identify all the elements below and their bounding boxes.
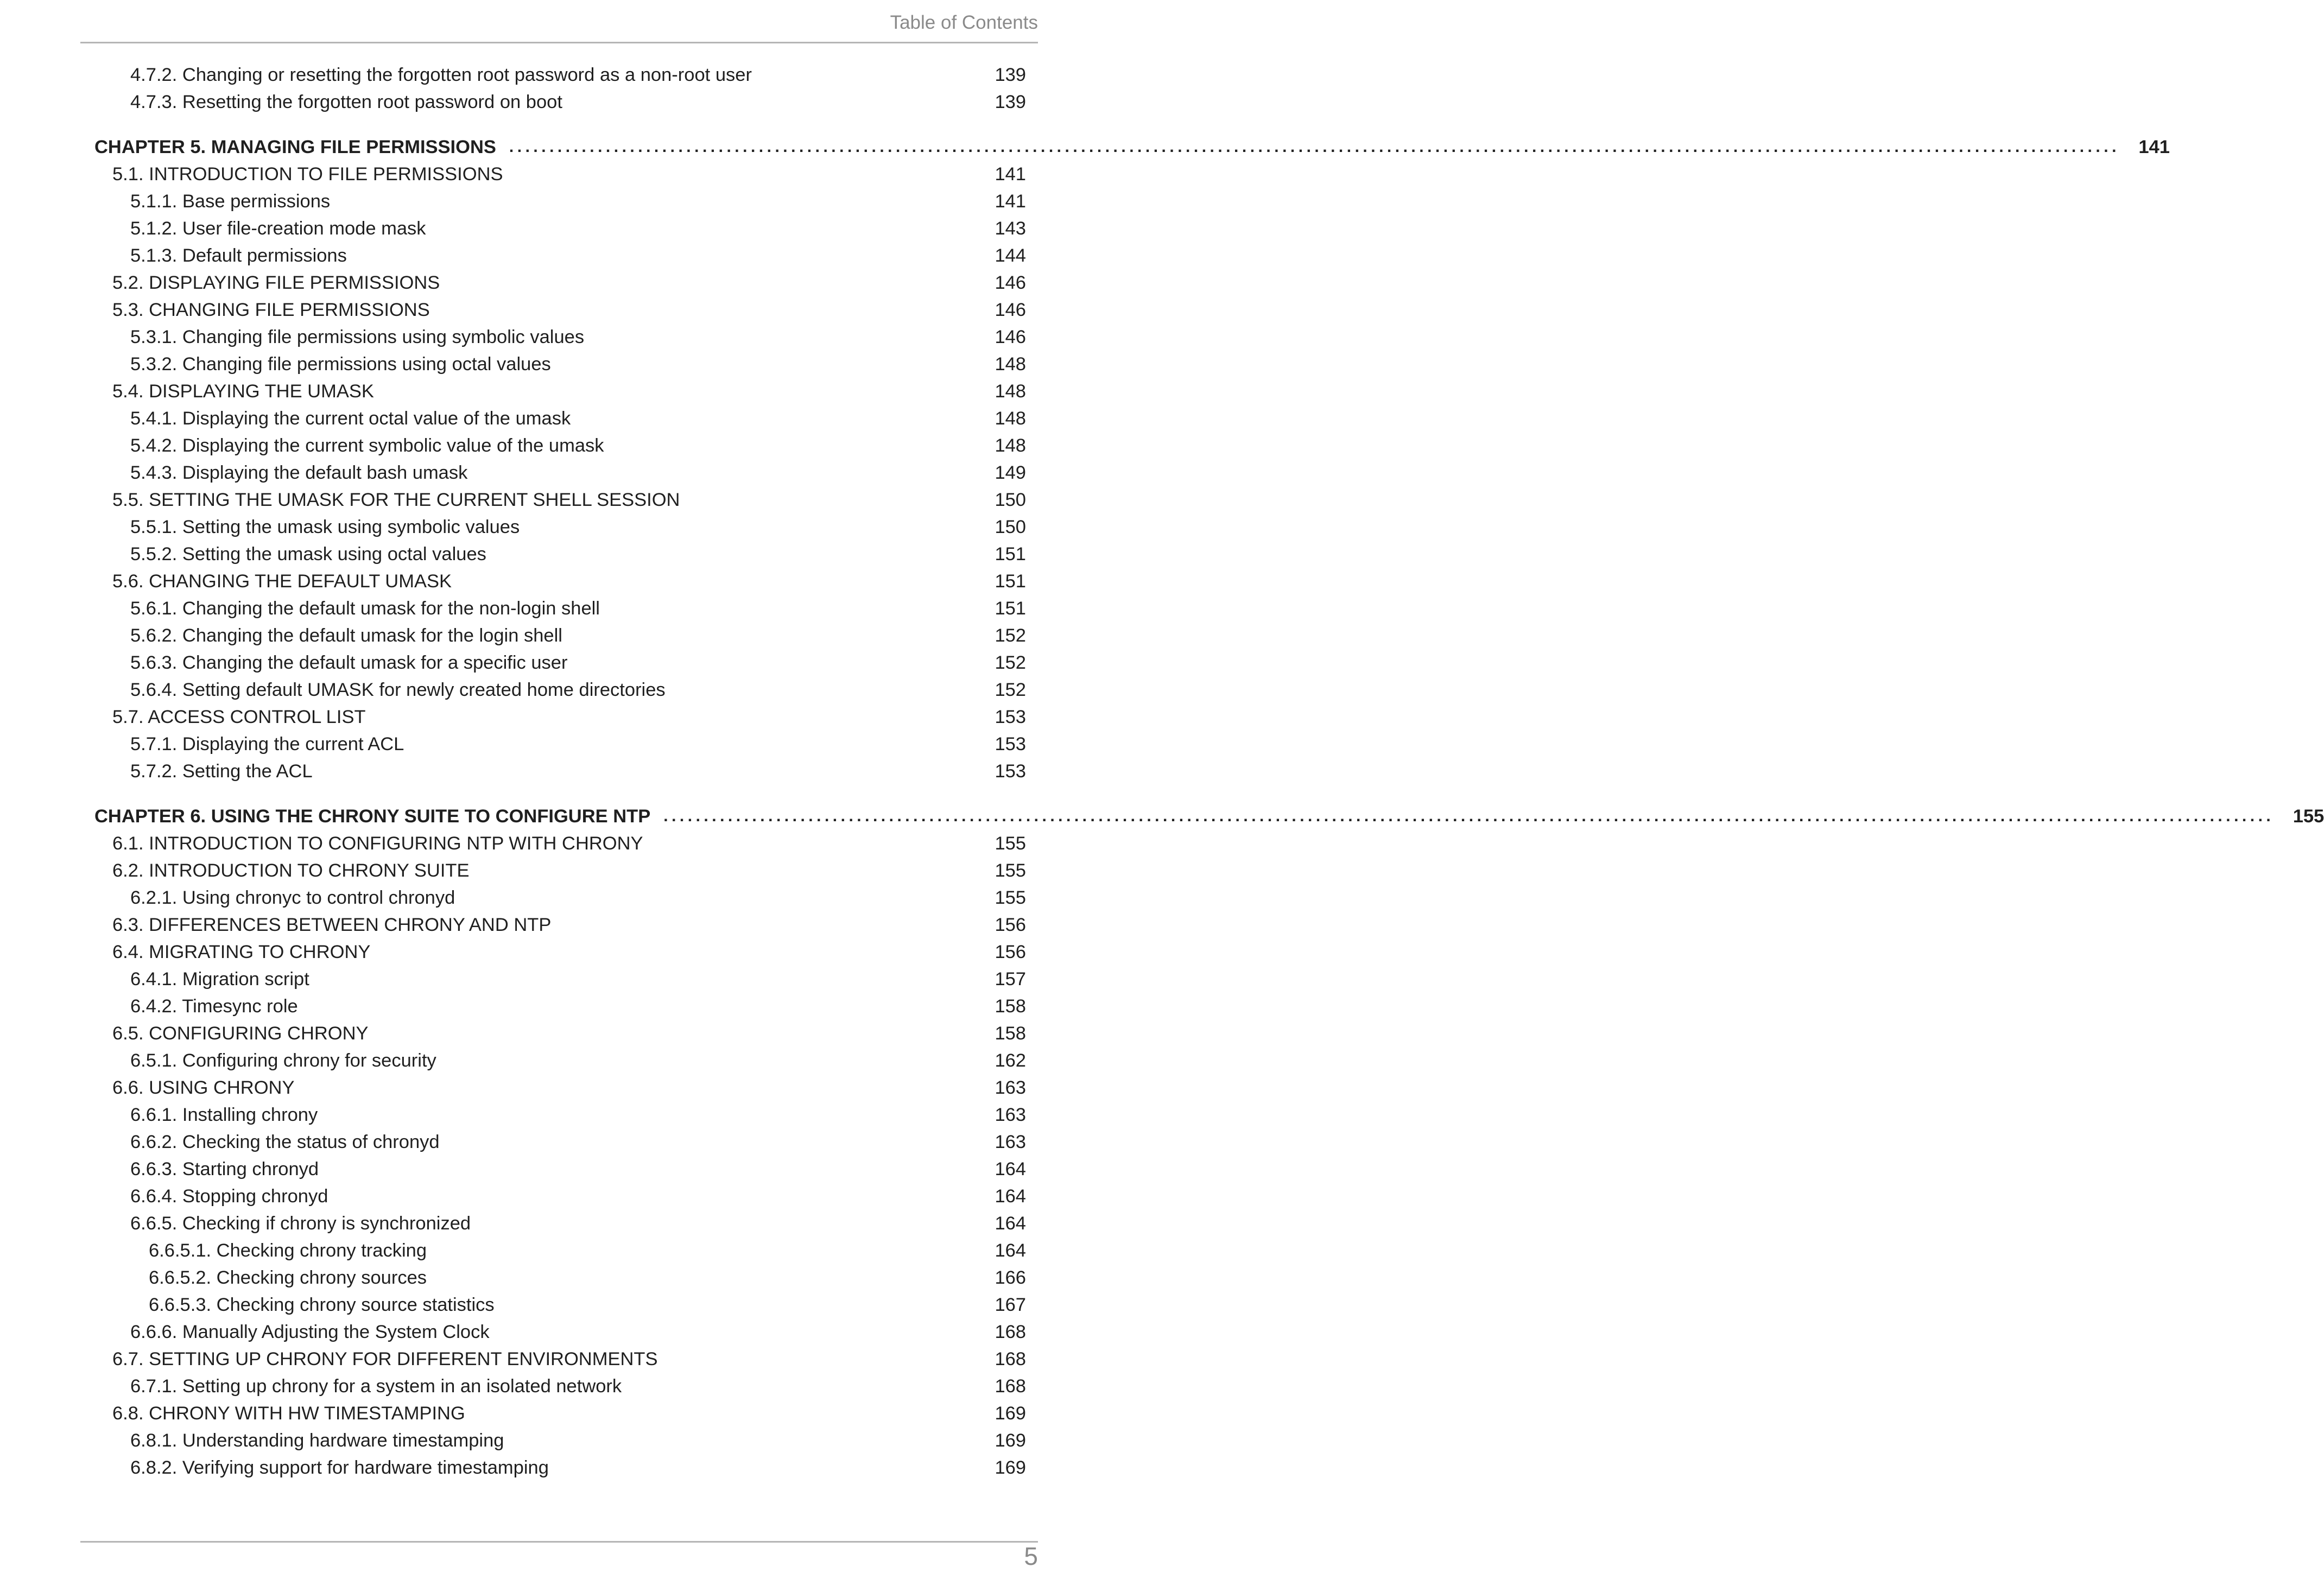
toc-entry-title: 6.3. DIFFERENCES BETWEEN CHRONY AND NTP (112, 914, 552, 935)
toc-dot-leader (307, 997, 985, 1016)
toc-entry-title: 5.6. CHANGING THE DEFAULT UMASK (112, 570, 452, 592)
toc-entry-title: 5.1.2. User file-creation mode mask (130, 218, 426, 239)
toc-entry[interactable] (112, 1074, 1026, 1101)
toc-entry-page: 166 (995, 1267, 1026, 1288)
toc-entry-title: 6.2. INTRODUCTION TO CHRONY SUITE (112, 860, 470, 881)
toc-entry-page: 155 (995, 833, 1026, 854)
toc-entry-title: 6.6.4. Stopping chronyd (130, 1185, 328, 1207)
toc-entry[interactable] (112, 938, 1026, 966)
toc-entry[interactable] (130, 1101, 1026, 1128)
toc-entry-title: 6.6.5.2. Checking chrony sources (149, 1267, 427, 1288)
toc-dot-leader (476, 464, 985, 482)
toc-entry-title: 6.2.1. Using chronyc to control chronyd (130, 887, 455, 908)
toc-entry-title: 5.7.1. Displaying the current ACL (130, 733, 404, 754)
toc-entry[interactable] (130, 966, 1026, 993)
toc-entry[interactable] (130, 188, 1026, 215)
toc-entry[interactable] (130, 432, 1026, 459)
toc-entry-title: 5.4.1. Displaying the current octal value of the umask (130, 408, 571, 429)
toc-dot-leader (435, 219, 985, 238)
toc-entry[interactable] (130, 731, 1026, 758)
toc-dot-leader (435, 1241, 985, 1260)
toc-entry[interactable] (130, 758, 1026, 785)
toc-dot-leader (413, 735, 985, 753)
toc-entry-page: 155 (995, 887, 1026, 908)
toc-entry-title: 6.8. CHRONY WITH HW TIMESTAMPING (112, 1403, 465, 1424)
toc-entry[interactable] (130, 1210, 1026, 1237)
toc-entry-page: 158 (995, 1023, 1026, 1044)
toc-entry-title: 6.4.2. Timesync role (130, 995, 298, 1017)
toc-dot-leader (337, 1187, 985, 1206)
toc-entry-title: 6.1. INTRODUCTION TO CONFIGURING NTP WITH CHRONY (112, 833, 643, 854)
toc-dot-leader (579, 409, 985, 428)
toc-dot-leader (383, 382, 985, 401)
toc-entry-title: 6.6.5.1. Checking chrony tracking (149, 1240, 427, 1261)
toc-entry-title: 4.7.2. Changing or resetting the forgotten root password as a non-root user (130, 64, 752, 85)
toc-dot-leader (326, 1106, 985, 1124)
toc-dot-leader (479, 1214, 985, 1233)
toc-entry-page: 152 (995, 625, 1026, 646)
toc-dot-leader (377, 1024, 985, 1043)
toc-entry-page: 163 (995, 1104, 1026, 1125)
toc-entry-page: 155 (995, 860, 1026, 881)
toc-entry-page: 164 (995, 1185, 1026, 1207)
toc-entry-page: 168 (995, 1375, 1026, 1397)
toc-entry-title: 6.8.2. Verifying support for hardware timestamping (130, 1457, 549, 1478)
toc-entry[interactable] (130, 1156, 1026, 1183)
toc-dot-leader (439, 301, 985, 319)
toc-entry-page: 141 (995, 163, 1026, 185)
toc-entry[interactable] (130, 61, 1026, 88)
toc-dot-leader (445, 1051, 985, 1070)
toc-dot-leader (498, 1323, 985, 1341)
running-header-title: Table of Contents (890, 12, 1038, 33)
toc-dot-leader (609, 599, 985, 618)
toc-dot-leader (339, 192, 985, 211)
toc-entry-title: 5.6.3. Changing the default umask for a specific user (130, 652, 568, 673)
toc-dot-leader (560, 355, 985, 373)
toc-dot-leader (688, 491, 985, 509)
toc-entry[interactable] (130, 993, 1026, 1020)
toc-entry[interactable] (130, 242, 1026, 269)
toc-entry-page: 144 (995, 245, 1026, 266)
toc-entry-page: 148 (995, 435, 1026, 456)
toc-entry-page: 151 (995, 598, 1026, 619)
toc-entry[interactable] (112, 1400, 1026, 1427)
toc-dot-leader (474, 1404, 985, 1423)
toc-dot-leader (435, 1268, 985, 1287)
toc-entry-title: 6.6.2. Checking the status of chronyd (130, 1131, 440, 1152)
toc-entry[interactable] (130, 324, 1026, 351)
toc-entry[interactable] (112, 703, 1026, 731)
toc-entry-page: 143 (995, 218, 1026, 239)
toc-dot-leader (593, 328, 985, 346)
toc-entry-title: 5.7. ACCESS CONTROL LIST (112, 706, 366, 727)
toc-entry-page: 141 (2138, 136, 2170, 157)
toc-entry-page: 169 (995, 1430, 1026, 1451)
toc-dot-leader (478, 861, 985, 880)
toc-entry[interactable] (112, 486, 1026, 513)
toc-entry-title: 5.4. DISPLAYING THE UMASK (112, 380, 374, 402)
toc-entry-title: 6.6. USING CHRONY (112, 1077, 295, 1098)
toc-dot-leader: ........................................................................................................................................................................................................ (509, 138, 2120, 156)
toc-entry[interactable] (130, 351, 1026, 378)
toc-entry[interactable] (130, 541, 1026, 568)
toc-entry[interactable] (112, 161, 1026, 188)
toc-dot-leader (674, 681, 985, 699)
toc-entry-page: 146 (995, 272, 1026, 293)
toc-entry-title: 5.1.1. Base permissions (130, 191, 331, 212)
toc-entry-title: 6.6.3. Starting chronyd (130, 1158, 319, 1179)
toc-entry[interactable] (149, 1237, 1026, 1264)
toc-entry-page: 148 (995, 408, 1026, 429)
toc-entry-title: 6.6.6. Manually Adjusting the System Clock (130, 1321, 490, 1342)
toc-entry-page: 163 (995, 1131, 1026, 1152)
toc-dot-leader (460, 572, 985, 591)
toc-entry-title: 5.7.2. Setting the ACL (130, 760, 313, 782)
toc-dot-leader (448, 274, 985, 292)
toc-dot-leader (571, 93, 985, 111)
toc-dot-leader (560, 916, 985, 934)
toc-entry-title: 5.1. INTRODUCTION TO FILE PERMISSIONS (112, 163, 503, 185)
toc-dot-leader (613, 436, 985, 455)
toc-dot-leader (512, 1431, 985, 1450)
toc-dot-leader (321, 762, 985, 781)
toc-entry-page: 155 (2293, 805, 2324, 827)
toc-entry[interactable] (130, 884, 1026, 911)
toc-entry[interactable] (130, 215, 1026, 242)
toc-entry-page: 164 (995, 1158, 1026, 1179)
toc-dot-leader (375, 708, 985, 726)
toc-entry-page: 151 (995, 543, 1026, 564)
toc-entry[interactable] (112, 296, 1026, 324)
toc-entry[interactable] (130, 405, 1026, 432)
toc-dot-leader (495, 545, 985, 563)
toc-dot-leader (303, 1079, 985, 1097)
toc-entry[interactable] (130, 622, 1026, 649)
toc-entry-page: 158 (995, 995, 1026, 1017)
toc-entry-title: 6.7. SETTING UP CHRONY FOR DIFFERENT ENVIRONMENTS (112, 1348, 658, 1369)
toc-entry-page: 157 (995, 968, 1026, 990)
toc-entry-title: 5.2. DISPLAYING FILE PERMISSIONS (112, 272, 440, 293)
toc-entry-title: 5.5. SETTING THE UMASK FOR THE CURRENT SHELL SESSION (112, 489, 680, 510)
toc-entry-page: 149 (995, 462, 1026, 483)
toc-entry-title: 6.6.1. Installing chrony (130, 1104, 318, 1125)
toc-entry[interactable] (112, 269, 1026, 296)
toc-entry-page: 156 (995, 914, 1026, 935)
toc-entry-page: 168 (995, 1321, 1026, 1342)
toc-entry-title: 5.6.4. Setting default UMASK for newly created home directories (130, 679, 666, 700)
page-number: 5 (1024, 1542, 1038, 1570)
toc-entry-page: 152 (995, 652, 1026, 673)
toc-dot-leader (464, 889, 985, 907)
toc-entry-title: 6.6.5.3. Checking chrony source statistics (149, 1294, 495, 1315)
toc-entry-page: 169 (995, 1457, 1026, 1478)
toc-dot-leader (356, 246, 985, 265)
toc-entry-page: 153 (995, 760, 1026, 782)
toc-entry-page: 156 (995, 941, 1026, 962)
toc-entry-title: 5.6.2. Changing the default umask for the login shell (130, 625, 562, 646)
toc-entry-title: 5.3. CHANGING FILE PERMISSIONS (112, 299, 430, 320)
toc-entry-title: 5.4.2. Displaying the current symbolic value of the umask (130, 435, 604, 456)
toc-entry[interactable] (130, 1427, 1026, 1454)
toc-entry[interactable] (130, 595, 1026, 622)
toc-entry[interactable] (130, 459, 1026, 486)
toc-entry[interactable] (130, 513, 1026, 541)
toc-entry[interactable] (112, 568, 1026, 595)
toc-entry-title: 5.5.1. Setting the umask using symbolic values (130, 516, 520, 537)
toc-entry-title: 5.6.1. Changing the default umask for the non-login shell (130, 598, 600, 619)
toc-entry-page: 148 (995, 380, 1026, 402)
toc-entry-title: 5.3.2. Changing file permissions using octal values (130, 353, 551, 375)
toc-dot-leader (761, 66, 985, 84)
toc-dot-leader (558, 1458, 985, 1477)
toc-entry-title: 6.5.1. Configuring chrony for security (130, 1050, 436, 1071)
toc-entry-page: 153 (995, 733, 1026, 754)
toc-entry-title: 6.6.5. Checking if chrony is synchronized (130, 1213, 471, 1234)
toc-entry-title: 6.8.1. Understanding hardware timestamping (130, 1430, 504, 1451)
toc-dot-leader (652, 834, 985, 853)
toc-entry[interactable] (130, 1373, 1026, 1400)
toc-dot-leader (630, 1377, 985, 1396)
toc-dot-leader (327, 1160, 985, 1178)
toc-entry[interactable] (130, 1128, 1026, 1156)
toc-dot-leader (379, 943, 985, 961)
toc-dot-leader (503, 1296, 985, 1314)
toc-entry[interactable] (130, 1318, 1026, 1346)
toc-entry[interactable] (149, 1264, 1026, 1291)
toc-entry[interactable] (130, 676, 1026, 703)
toc-entry-title: 6.7.1. Setting up chrony for a system in an isolated network (130, 1375, 622, 1397)
toc-dot-leader: ........................................................................................................................................................................................................ (663, 807, 2275, 825)
toc-entry-title: CHAPTER 5. MANAGING FILE PERMISSIONS (94, 136, 496, 157)
footer-divider (80, 1541, 1038, 1543)
toc-entry-title: CHAPTER 6. USING THE CHRONY SUITE TO CONFIGURE NTP (94, 805, 651, 827)
toc-entry[interactable] (130, 649, 1026, 676)
toc-entry-page: 168 (995, 1348, 1026, 1369)
toc-entry-page: 164 (995, 1240, 1026, 1261)
toc-entry-page: 167 (995, 1294, 1026, 1315)
toc-entry-page: 150 (995, 516, 1026, 537)
toc-entry[interactable] (130, 1454, 1026, 1481)
toc-entry[interactable] (130, 1047, 1026, 1074)
toc-entry[interactable] (112, 1020, 1026, 1047)
toc-entry-page: 150 (995, 489, 1026, 510)
toc-entry-page: 152 (995, 679, 1026, 700)
toc-chapter-entry[interactable] (94, 803, 2324, 830)
toc-chapter-entry[interactable] (94, 134, 2170, 161)
toc-entry[interactable] (112, 857, 1026, 884)
toc-entry-title: 4.7.3. Resetting the forgotten root password on boot (130, 91, 562, 112)
toc-entry-page: 146 (995, 326, 1026, 347)
toc-entry-title: 6.4. MIGRATING TO CHRONY (112, 941, 371, 962)
toc-entry[interactable] (112, 911, 1026, 938)
toc-entry-page: 148 (995, 353, 1026, 375)
toc-entry-page: 139 (995, 91, 1026, 112)
toc-entry-page: 146 (995, 299, 1026, 320)
toc-entry-title: 5.5.2. Setting the umask using octal values (130, 543, 486, 564)
toc-entry[interactable] (130, 88, 1026, 116)
toc-entry[interactable] (112, 378, 1026, 405)
toc-dot-leader (528, 518, 985, 536)
toc-dot-leader (318, 970, 985, 988)
toc-dot-leader (512, 165, 985, 183)
toc-entry-page: 153 (995, 706, 1026, 727)
toc-entry-page: 141 (995, 191, 1026, 212)
toc-entry[interactable] (149, 1291, 1026, 1318)
toc-dot-leader (571, 626, 985, 645)
toc-dot-leader (576, 654, 985, 672)
toc-entry-page: 164 (995, 1213, 1026, 1234)
toc-entry[interactable] (112, 1346, 1026, 1373)
toc-entry-title: 5.1.3. Default permissions (130, 245, 347, 266)
toc-dot-leader (448, 1133, 985, 1151)
toc-entry-title: 5.3.1. Changing file permissions using symbolic values (130, 326, 585, 347)
toc-entry-page: 139 (995, 64, 1026, 85)
toc-entry-title: 5.4.3. Displaying the default bash umask (130, 462, 468, 483)
toc-entry-page: 163 (995, 1077, 1026, 1098)
toc-entry[interactable] (130, 1183, 1026, 1210)
toc-entry-page: 151 (995, 570, 1026, 592)
toc-dot-leader (666, 1350, 985, 1368)
toc-entry-title: 6.5. CONFIGURING CHRONY (112, 1023, 369, 1044)
toc-entry-title: 6.4.1. Migration script (130, 968, 309, 990)
toc-entry-page: 162 (995, 1050, 1026, 1071)
toc-entry-page: 169 (995, 1403, 1026, 1424)
toc-entry[interactable] (112, 830, 1026, 857)
